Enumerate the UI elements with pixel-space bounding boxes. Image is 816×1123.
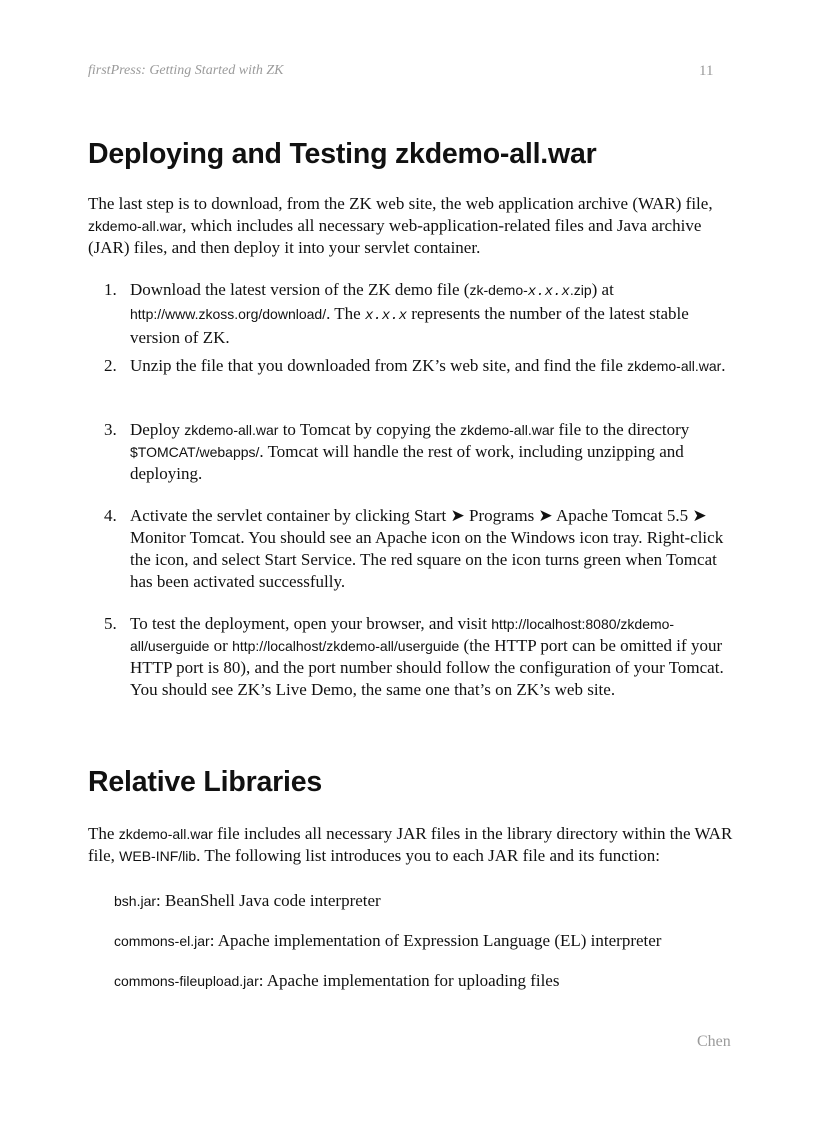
jar-name: bsh.jar xyxy=(114,893,157,909)
filename-code: zkdemo-all.war xyxy=(627,358,722,374)
step-number: 2. xyxy=(104,356,117,375)
text-span: file includes all necessary JAR files in the library directory within the WAR file, xyxy=(88,824,733,865)
step-text xyxy=(130,355,734,377)
jar-name: commons-fileupload.jar xyxy=(114,973,259,989)
step-text xyxy=(130,279,734,349)
step-item xyxy=(104,613,734,701)
step-item xyxy=(104,419,734,485)
text-span: To test the deployment, open your browser, and visit xyxy=(130,614,492,633)
text-span: represents the number of the latest stable version of ZK. xyxy=(130,304,689,347)
library-item xyxy=(114,970,559,992)
filename-code: zkdemo-all.war xyxy=(118,826,213,842)
text-span: , which includes all necessary web-application-related files and Java archive (JAR) files, and then deploy it into your servlet container. xyxy=(88,216,702,257)
filename-code: .zip xyxy=(569,282,592,298)
filename-code: zkdemo-all.war xyxy=(184,422,279,438)
jar-name: commons-el.jar xyxy=(114,933,210,949)
text-span: . Tomcat will handle the rest of work, including unzipping and deploying. xyxy=(130,442,684,483)
running-header: firstPress: Getting Started with ZK xyxy=(88,63,284,78)
text-span: ) at xyxy=(591,280,614,299)
text-span: The last step is to download, from the ZK web site, the web application archive (WAR) file, xyxy=(88,194,713,213)
localhost-url: http://localhost:8080/zkdemo-all/userguide xyxy=(130,616,675,654)
directory-path-code: $TOMCAT/webapps/ xyxy=(130,444,260,460)
download-url: http://www.zkoss.org/download/ xyxy=(130,306,327,322)
text-span: . xyxy=(721,356,726,375)
page-footer-author: Chen xyxy=(697,1033,731,1050)
step-text xyxy=(130,419,734,485)
version-code: x.x.x xyxy=(527,284,570,300)
directory-path-code: WEB-INF/lib xyxy=(119,848,197,864)
section-intro-paragraph xyxy=(88,823,738,867)
text-span: Activate the servlet container by clicking Start ➤ Programs ➤ Apache Tomcat 5.5 ➤ Monitor Tomcat. You should see an Apache icon on the Windows icon tray. Right-click the icon, and select Start Service. The red square on the icon turns green when Tomcat has been activated successfully. xyxy=(130,506,724,591)
step-number: 5. xyxy=(104,614,117,633)
step-number: 1. xyxy=(104,280,117,299)
localhost-url: http://localhost/zkdemo-all/userguide xyxy=(232,638,460,654)
page-number: 11 xyxy=(699,63,714,79)
step-item xyxy=(104,355,734,377)
text-span: . The following list introduces you to each JAR file and its function: xyxy=(196,846,660,865)
jar-description: : BeanShell Java code interpreter xyxy=(156,891,381,910)
text-span: The xyxy=(88,824,119,843)
step-text xyxy=(130,613,734,701)
text-span: Download the latest version of the ZK demo file ( xyxy=(130,280,470,299)
text-span: to Tomcat by copying the xyxy=(278,420,461,439)
jar-description: : Apache implementation of Expression Language (EL) interpreter xyxy=(209,931,662,950)
text-span: file to the directory xyxy=(554,420,690,439)
text-span: or xyxy=(209,636,233,655)
library-item xyxy=(114,930,661,952)
library-item xyxy=(114,890,381,912)
step-item xyxy=(104,279,734,349)
filename-code: zk-demo- xyxy=(469,282,528,298)
step-number: 3. xyxy=(104,420,117,439)
filename-code: zkdemo-all.war xyxy=(460,422,555,438)
version-code: x.x.x xyxy=(364,308,407,324)
text-span: Deploy xyxy=(130,420,185,439)
step-item xyxy=(104,505,734,593)
section-intro-paragraph xyxy=(88,193,738,259)
jar-description: : Apache implementation for uploading files xyxy=(258,971,560,990)
step-text xyxy=(130,505,734,593)
text-span: (the HTTP port can be omitted if your HTTP port is 80), and the port number should follow the configuration of your Tomcat. You should see ZK’s Live Demo, the same one that’s on ZK’s web site. xyxy=(130,636,724,699)
step-number: 4. xyxy=(104,506,117,525)
text-span: . The xyxy=(326,304,365,323)
filename-code: zkdemo-all.war xyxy=(88,218,183,234)
text-span: Unzip the file that you downloaded from ZK’s web site, and find the file xyxy=(130,356,628,375)
section-heading-deploying: Deploying and Testing zkdemo-all.war xyxy=(88,138,597,170)
section-heading-relative-libraries: Relative Libraries xyxy=(88,766,323,798)
